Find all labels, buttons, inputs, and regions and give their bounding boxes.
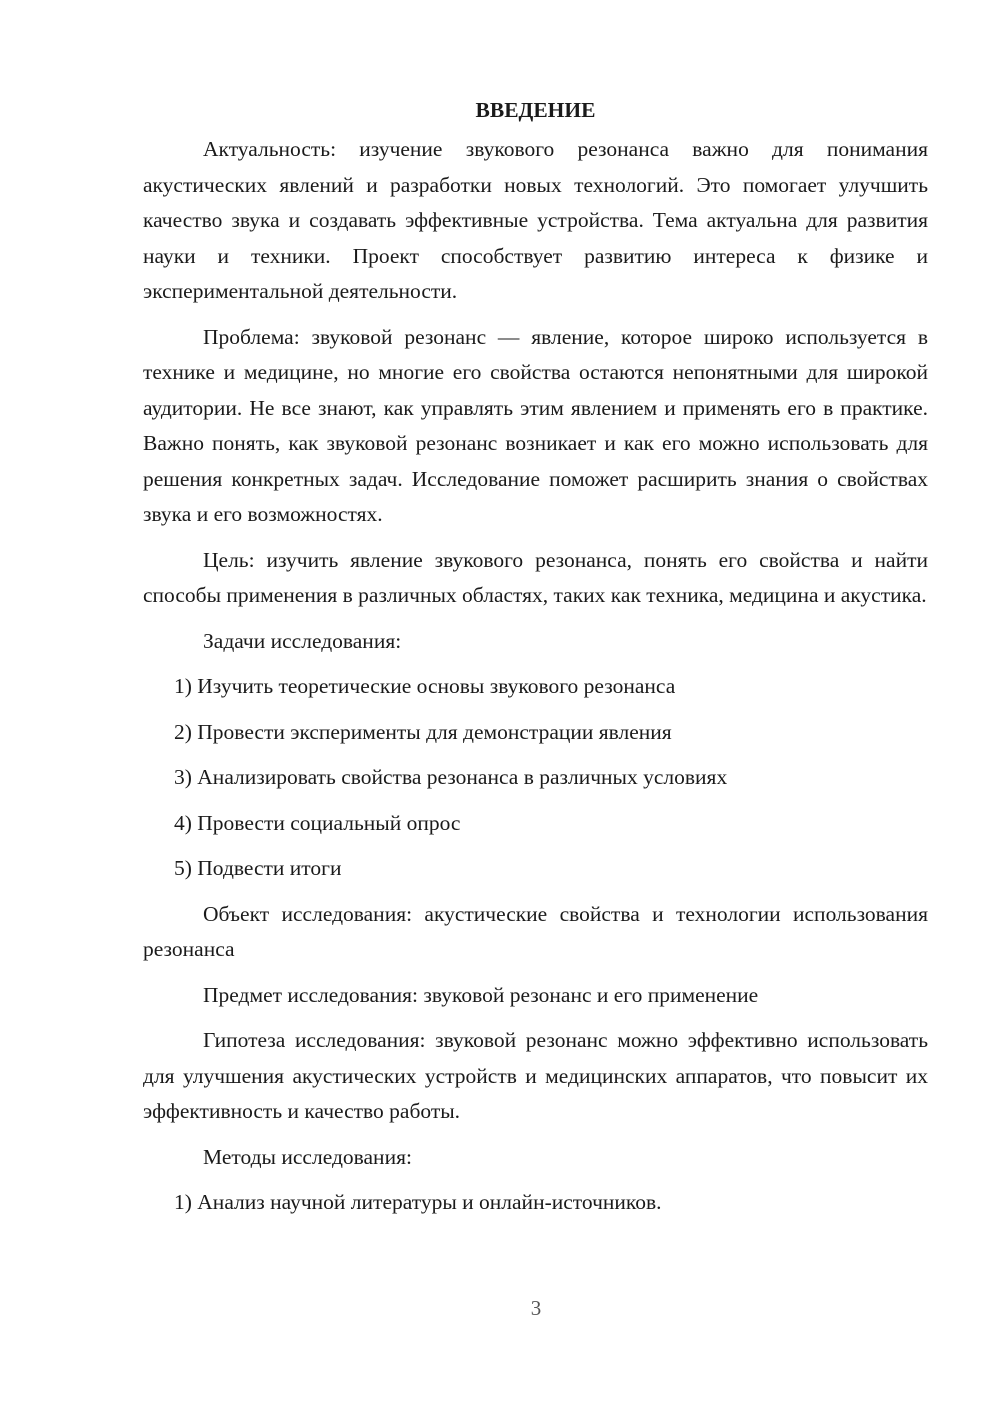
hypothesis-paragraph: Гипотеза исследования: звуковой резонанс можно эффективно использовать для улучшения акустических устройств и медицинских аппаратов, что повысит их эффективность и качество работы. — [143, 1028, 928, 1123]
list-item: 1) Изучить теоретические основы звукового резонанса — [174, 674, 676, 698]
list-item: 2) Провести эксперименты для демонстрации явления — [174, 719, 672, 744]
methods-heading: Методы исследования: — [203, 1144, 412, 1169]
list-item: 4) Провести социальный опрос — [174, 810, 461, 835]
page-number: 3 — [530, 1296, 542, 1320]
object-paragraph: Объект исследования: акустические свойства и технологии использования резонанса — [143, 901, 928, 961]
tasks-heading: Задачи исследования: — [203, 628, 402, 653]
list-item: 5) Подвести итоги — [174, 856, 342, 880]
goal-paragraph: Цель: изучить явление звукового резонанса, понять его свойства и найти способы применения в различных областях, таких как техника, медицина и акустика. — [143, 547, 928, 607]
page-title: ВВЕДЕНИЕ — [475, 98, 596, 122]
list-item: 1) Анализ научной литературы и онлайн-источников. — [174, 1190, 662, 1214]
document-page — [143, 92, 928, 1231]
relevance-paragraph: Актуальность: изучение звукового резонанса важно для понимания акустических явлений и разработки новых технологий. Это помогает улучшить качество звука и создавать эффективные устройства. Тема актуальна для развития науки и техники. Проект способствует развитию интереса к физике и экспериментальной деятельности. — [143, 137, 928, 303]
tasks-list — [143, 669, 928, 887]
problem-paragraph: Проблема: звуковой резонанс — явление, которое широко используется в технике и медицине, но многие его свойства остаются непонятными для широкой аудитории. Не все знают, как управлять этим явлением и применять его в практике. Важно понять, как звуковой резонанс возникает и как его можно использовать для решения конкретных задач. Исследование поможет расширить знания о свойствах звука и его возможностях. — [143, 324, 928, 526]
subject-paragraph: Предмет исследования: звуковой резонанс и его применение — [203, 982, 759, 1007]
list-item: 3) Анализировать свойства резонанса в различных условиях — [174, 765, 728, 789]
methods-list — [143, 1185, 928, 1221]
